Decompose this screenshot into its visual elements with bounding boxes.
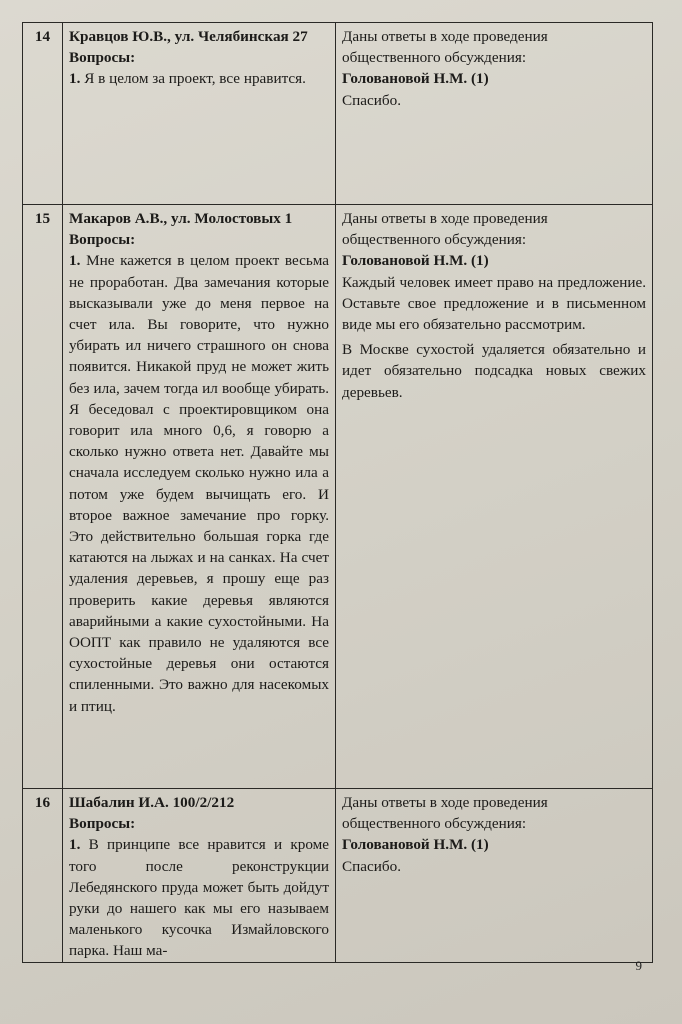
- answer-cell: [336, 789, 653, 963]
- question-cell: [63, 205, 336, 789]
- answer-cell: [336, 205, 653, 789]
- item-number: 1.: [69, 252, 81, 270]
- questions-label: Вопросы:: [69, 815, 136, 833]
- page-number: 9: [635, 958, 642, 973]
- questions-label: Вопросы:: [69, 49, 136, 67]
- question-body: Мне кажется в целом проект весьма не проработан. Два замечания которые высказывали уже до меня первое на счет ила. Вы говорите, что нужно убирать ил ничего страшного он снова появится. Никакой пруд не может жить без ила, зачем тогда ил вообще убирать. Я беседовал с проектировщиком она говорит ила много 0,6, я говорю а сколько нужно ответа нет. Давайте мы сначала исследуем сколько нужно ила а потом уже будем вычищать его. И второе важное замечание про горку. Это действительно большая горка где катаются на лыжах и на санках. На счет удаления деревьев, я прошу еще раз проверить какие деревья являются аварийными а какие сухостойными. На ООПТ как правило не удаляются все сухостойные деревья они остаются спиленными. Это важно для насекомых и птиц.: [69, 252, 330, 715]
- participant-name: Макаров А.В., ул. Молостовых 1: [69, 210, 293, 227]
- answer-respondent: Головановой Н.М. (1): [342, 70, 489, 88]
- answer-respondent: Головановой Н.М. (1): [342, 836, 489, 854]
- table-row: [23, 789, 653, 963]
- answer-text: Спасибо.: [342, 857, 401, 875]
- questions-label: Вопросы:: [69, 231, 136, 249]
- answer-intro: Даны ответы в ходе проведения общественного обсуждения:: [342, 28, 548, 67]
- answer-cell: [336, 23, 653, 205]
- question-text: [69, 834, 329, 961]
- answer-intro: Даны ответы в ходе проведения общественного обсуждения:: [342, 794, 548, 833]
- table-row: [23, 205, 653, 789]
- row-number: 15: [23, 205, 63, 789]
- answer-text: Спасибо.: [342, 91, 401, 109]
- participant-name: Шабалин И.А. 100/2/212: [69, 794, 235, 811]
- minutes-table: [22, 22, 653, 963]
- row-number: 14: [23, 23, 63, 205]
- answer-text: Каждый человек имеет право на предложение. Оставьте свое предложение и в письменном виде мы его обязательно рассмотрим.: [342, 273, 646, 334]
- question-cell: [63, 23, 336, 205]
- answer-text: В Москве сухостой удаляется обязательно и идет обязательно подсадка новых свежих деревьев.: [342, 341, 646, 401]
- question-body: Я в целом за проект, все нравится.: [84, 70, 306, 88]
- question-text: [69, 250, 329, 716]
- question-text: [69, 68, 329, 89]
- table-row: [23, 23, 653, 205]
- question-cell: [63, 789, 336, 963]
- row-number: 16: [23, 789, 63, 963]
- answer-respondent: Головановой Н.М. (1): [342, 252, 489, 270]
- item-number: 1.: [69, 70, 81, 88]
- participant-name: Кравцов Ю.В., ул. Челябинская 27: [69, 28, 308, 45]
- question-body: В принципе все нравится и кроме того после реконструкции Лебедянского пруда может быть дойдут руки до нашего как мы его называем маленького кусочка Измайловского парка. Наш ма-: [69, 836, 330, 960]
- answer-intro: Даны ответы в ходе проведения общественного обсуждения:: [342, 210, 548, 249]
- item-number: 1.: [69, 836, 81, 854]
